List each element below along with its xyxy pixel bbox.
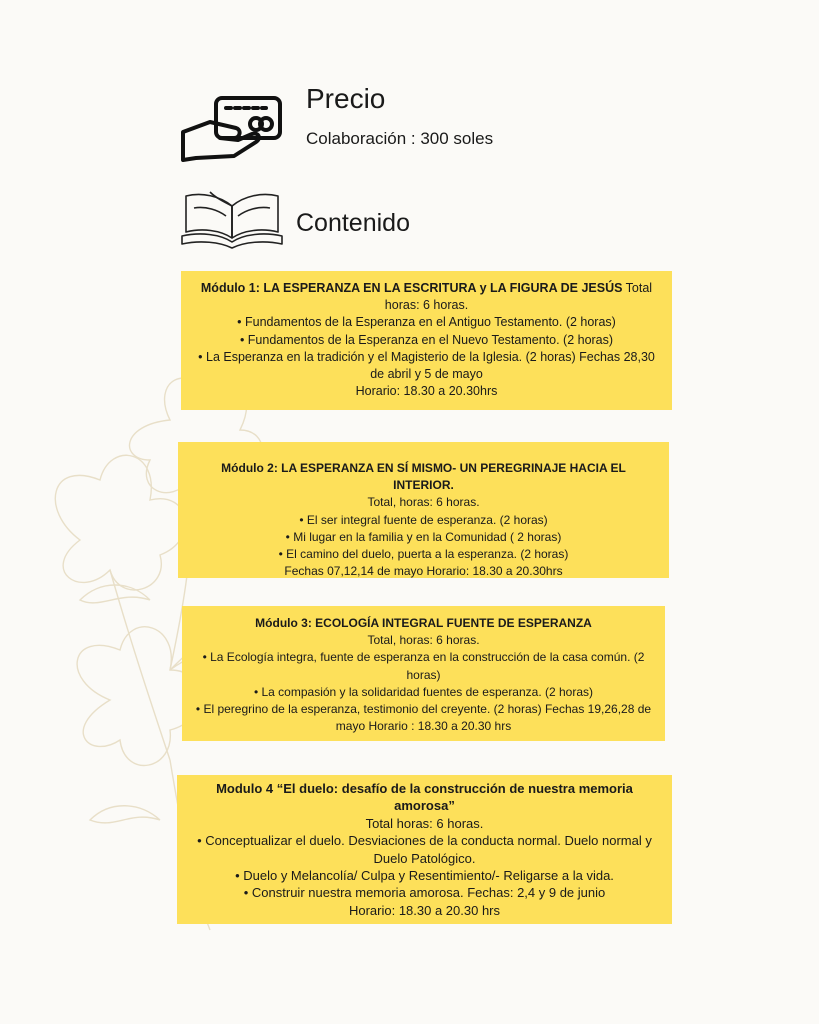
module-1-line: Horario: 18.30 a 20.30hrs	[355, 384, 498, 399]
module-1-heading-tail: Total horas: 6 horas.	[384, 281, 653, 313]
module-1-line: • Fundamentos de la Esperanza en el Antiguo Testamento. (2 horas)	[237, 315, 616, 330]
module-2-line: • El camino del duelo, puerta a la esperanza. (2 horas)	[278, 547, 569, 562]
module-1-heading-line	[193, 280, 660, 314]
module-3-line: • La Ecología integra, fuente de esperanza en la construcción de la casa común. (2 horas)	[202, 650, 645, 682]
module-4-heading-line	[189, 780, 660, 815]
module-3-heading-line	[194, 615, 653, 632]
module-4-line: Horario: 18.30 a 20.30 hrs	[348, 902, 501, 918]
module-4-box	[177, 775, 672, 924]
price-text: Colaboración : 300 soles	[306, 129, 494, 148]
price-title: Precio	[306, 83, 386, 114]
content-title: Contenido	[296, 209, 410, 237]
module-2-line: Total, horas: 6 horas.	[367, 495, 480, 510]
module-3-line: • El peregrino de la esperanza, testimonio del creyente. (2 horas) Fechas 19,26,28 de mayo Horario : 18.30 a 20.30 hrs	[195, 702, 652, 734]
module-3-line: • La compasión y la solidaridad fuentes de esperanza. (2 horas)	[253, 684, 594, 699]
open-book-icon	[180, 188, 284, 250]
module-2-heading-line	[190, 460, 657, 494]
card-payment-icon	[180, 94, 284, 164]
module-2-line: • El ser integral fuente de esperanza. (2 horas)	[299, 512, 548, 527]
module-1-line: • Fundamentos de la Esperanza en el Nuevo Testamento. (2 horas)	[239, 332, 614, 347]
module-3-line: Total, horas: 6 horas.	[367, 633, 480, 648]
module-2-line: Fechas 07,12,14 de mayo Horario: 18.30 a 20.30hrs	[284, 564, 563, 579]
module-4-line: • Conceptualizar el duelo. Desviaciones de la conducta normal. Duelo normal y Duelo Patológico.	[197, 833, 652, 866]
module-1-box	[181, 271, 672, 410]
module-4-line: • Construir nuestra memoria amorosa. Fechas: 2,4 y 9 de junio	[243, 885, 606, 901]
module-1-line: • La Esperanza en la tradición y el Magisterio de la Iglesia. (2 horas) Fechas 28,30 de abril y 5 de mayo	[198, 349, 655, 382]
module-3-box	[182, 606, 665, 741]
module-3-heading: Módulo 3: ECOLOGÍA INTEGRAL FUENTE DE ESPERANZA	[255, 616, 592, 630]
module-4-heading: Modulo 4 “El duelo: desafío de la construcción de nuestra memoria amorosa”	[216, 781, 633, 814]
module-2-heading: Módulo 2: LA ESPERANZA EN SÍ MISMO- UN PEREGRINAJE HACIA EL INTERIOR.	[221, 461, 626, 493]
module-1-heading: Módulo 1: LA ESPERANZA EN LA ESCRITURA y LA FIGURA DE JESÚS	[200, 281, 623, 295]
module-4-line: Total horas: 6 horas.	[365, 815, 484, 831]
module-2-line: • Mi lugar en la familia y en la Comunidad ( 2 horas)	[285, 529, 562, 544]
module-2-box	[178, 442, 669, 578]
module-4-line: • Duelo y Melancolía/ Culpa y Resentimiento/- Religarse a la vida.	[235, 868, 614, 884]
